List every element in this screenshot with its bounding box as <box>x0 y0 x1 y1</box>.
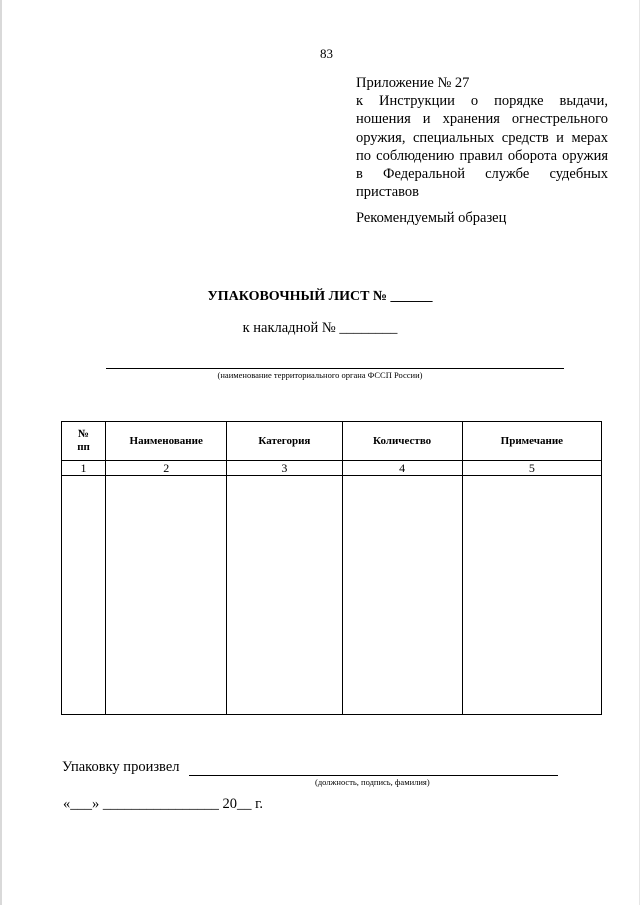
table-header-row <box>62 422 602 461</box>
page-number: 83 <box>320 46 333 61</box>
header-quantity: Количество <box>342 422 462 461</box>
column-number: 5 <box>462 461 601 476</box>
table-row <box>62 476 602 715</box>
header-index: № пп <box>62 422 106 461</box>
appendix-title: Приложение № 27 <box>356 75 470 91</box>
header-category: Категория <box>227 422 342 461</box>
date-line: «___» ________________ 20__ г. <box>63 796 264 812</box>
appendix-block <box>356 74 608 201</box>
org-name-line <box>106 368 564 369</box>
packed-by-label: Упаковку произвел <box>62 759 180 775</box>
column-number: 1 <box>62 461 106 476</box>
header-name: Наименование <box>106 422 227 461</box>
document-title: УПАКОВОЧНЫЙ ЛИСТ № ______ <box>207 289 433 304</box>
packing-table <box>61 421 602 715</box>
document-subtitle: к накладной № ________ <box>242 320 398 336</box>
table-number-row <box>62 461 602 476</box>
table-cell-empty <box>62 476 106 715</box>
column-number: 4 <box>342 461 462 476</box>
packed-by-line <box>189 775 558 776</box>
header-note: Примечание <box>462 422 601 461</box>
page-edge <box>0 0 2 905</box>
column-number: 3 <box>227 461 342 476</box>
table-cell-empty <box>462 476 601 715</box>
table-cell-empty <box>227 476 342 715</box>
sample-label: Рекомендуемый образец <box>356 210 507 226</box>
packed-by-caption: (должность, подпись, фамилия) <box>315 777 430 787</box>
appendix-text: к Инструкции о порядке выдачи, ношения и хранения огнестрельного оружия, специальных средств и мерах по соблюдению правил оборота оружия в Федеральной службе судебных приставов <box>356 93 608 201</box>
table-cell-empty <box>342 476 462 715</box>
table-cell-empty <box>106 476 227 715</box>
column-number: 2 <box>106 461 227 476</box>
org-name-caption: (наименование территориального органа ФССП России) <box>217 370 423 380</box>
